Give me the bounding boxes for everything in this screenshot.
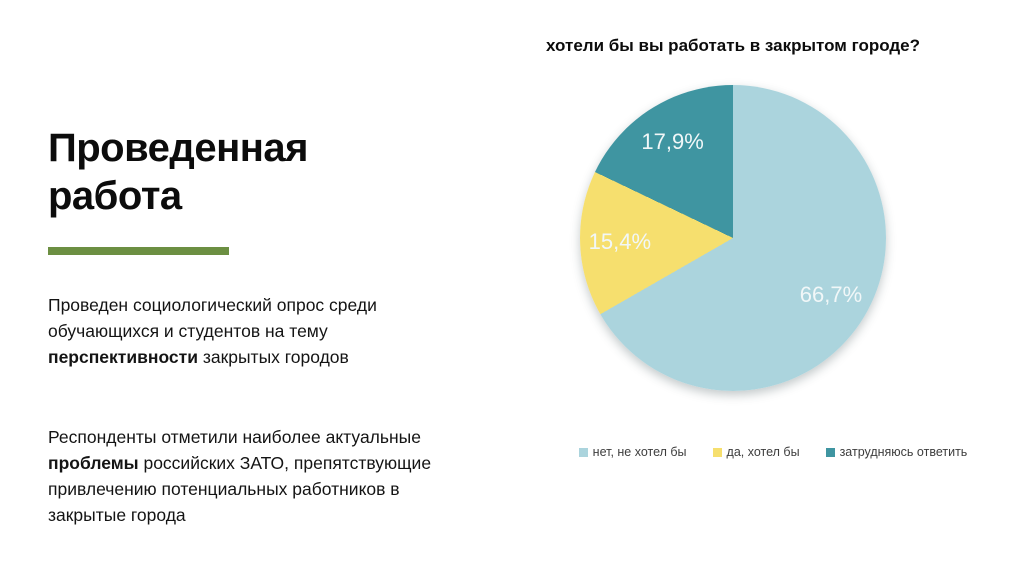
slide-title: Проведенная работа [48, 126, 308, 218]
legend-swatch [826, 448, 835, 457]
paragraph-text: закрытых городов [197, 347, 349, 367]
legend-item [826, 445, 968, 459]
paragraph-respondents [48, 424, 472, 528]
legend-label: нет, не хотел бы [592, 445, 687, 459]
paragraph-bold-text: перспективности [48, 347, 198, 367]
chart-legend [545, 445, 1001, 459]
accent-divider [48, 247, 229, 255]
legend-label: да, хотел бы [726, 445, 800, 459]
pie-slice-label: 17,9% [641, 129, 704, 155]
legend-item [579, 445, 687, 459]
paragraph-text: Проведен социологический опрос среди обучающихся и студентов на тему [48, 295, 377, 341]
legend-swatch [713, 448, 722, 457]
legend-swatch [579, 448, 588, 457]
legend-label: затрудняюсь ответить [839, 445, 968, 459]
paragraph-survey [48, 292, 450, 370]
chart-title: хотели бы вы работать в закрытом городе? [546, 36, 920, 55]
legend-item [713, 445, 800, 459]
paragraph-bold-text: проблемы [48, 453, 139, 473]
pie-slice-label: 66,7% [799, 281, 863, 307]
pie [580, 85, 886, 391]
pie-slice-label: 15,4% [588, 229, 652, 255]
paragraph-text: Респонденты отметили наиболее актуальные [48, 427, 421, 447]
paragraph-text: российских ЗАТО, препятствующие привлечению потенциальных работников в закрытые города [48, 453, 432, 525]
